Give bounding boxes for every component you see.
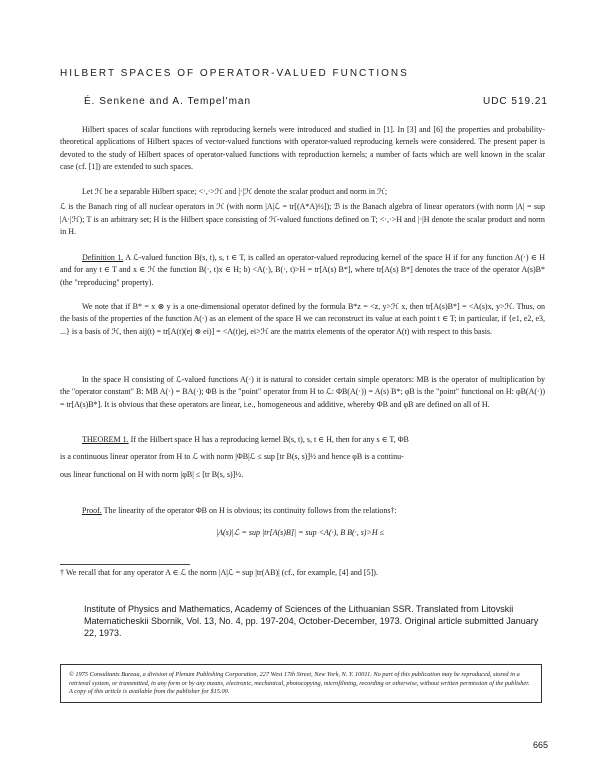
footnote: † We recall that for any operator A ∈ ℒ the norm |A|ℒ = sup |tr(AB)| (cf., for example, [4] and [5]). [60, 568, 378, 577]
note-paragraph: We note that if B* = x ⊗ y is a one-dimensional operator defined by the formula B*z = <z, y>ℋ x, then tr[A(s)B*] = <A(s)x, y>ℋ. Thus, on the basis of the properties of the function A(·) as an element of the space H we can reconstruct its value at each point t ∈ T; in particular, if {e1, e2, e3, ...} is a basis of ℋ, then aij(t) = tr[A(t)(ej ⊗ ei)] = <A(t)ej, ei>ℋ are the matrix elements of the operator A(t) with respect to this basis. [60, 302, 545, 336]
page-number: 665 [532, 740, 548, 750]
theorem-label: THEOREM 1. [82, 435, 129, 444]
affiliation-note: Institute of Physics and Mathematics, Academy of Sciences of the Lithuanian SSR. Translated from Litovskii Matematicheskii Sbornik, Vol. 13, No. 4, pp. 197-204, October-December, 1973. Original article submitted January 22, 1973. [84, 604, 539, 638]
theorem-line-3: ous linear functional on H with norm |φB| ≤ [tr B(s, s)]½. [60, 469, 244, 479]
proof-label: Proof. [82, 506, 102, 515]
paper-authors: É. Senkene and A. Tempel'man [84, 96, 252, 107]
paper-title: HILBERT SPACES OF OPERATOR-VALUED FUNCTIONS [60, 68, 409, 79]
theorem-line-2: is a continuous linear operator from H to ℒ with norm |ΦB|ℒ ≤ sup [tr B(s, s)]½ and hence φB is a continu- [60, 452, 404, 462]
setup-line-2: ℒ is the Banach ring of all nuclear operators in ℋ (with norm |A|ℒ = tr[(A*A)½]); ℬ is the Banach algebra of linear operators (with norm |A| = sup |A·|ℋ); T is an arbitrary set; H is the Hilbert space consisting of ℋ-valued functions defined on T; <·,·>H and |·|H denote the scalar product and norm in H. [60, 202, 545, 237]
definition-paragraph [60, 252, 545, 289]
udc-code: UDC 519.21 [482, 96, 548, 107]
theorem-line-1 [60, 434, 545, 446]
note-section [60, 301, 545, 338]
operators-paragraph: In the space H consisting of ℒ-valued functions A(·) it is natural to consider certain simple operators: MB is the operator of multiplication by the "operator constant" B: MB A(·) = BA(·); ΦB is the "point" operator from H to ℒ: ΦB(A(·)) = A(s) B*; φB is the "point" functional on H: φB(A(·)) = tr[A(s)B*]. It is obvious that these operators are linear, i.e., homogeneous and additive, whereby ΦB and φB are defined on all of H. [60, 375, 545, 409]
definition-text: A ℒ-valued function B(s, t), s, t ∈ T, is called an operator-valued reproducing kernel of the space H if for any function A(·) ∈ H and for any t ∈ T and x ∈ ℋ the function B(·, t)x ∈ H; b) <A(·), B(·, t)>H = tr[A(s) B*], where tr[A(s) B*] denotes the trace of the operator A(s)B* (the "reproducing" property). [60, 253, 546, 287]
intro-section [60, 124, 545, 174]
proof-section [60, 505, 545, 517]
setup-line-1: Let ℋ be a separable Hilbert space; <·,·>ℋ and |·|ℋ denote the scalar product and norm in ℋ; [82, 187, 388, 196]
footnote-rule [60, 564, 190, 565]
definition-section [60, 252, 545, 289]
definition-label: Definition 1. [82, 253, 124, 262]
theorem-text: If the Hilbert space H has a reproducing kernel B(s, t), s, t ∈ H, then for any s ∈ T, ΦB [128, 435, 409, 444]
operators-section [60, 374, 545, 411]
proof-paragraph [60, 505, 545, 517]
intro-paragraph: Hilbert spaces of scalar functions with reproducing kernels were introduced and studied in [1]. In [3] and [6] the properties and probability-theoretical applications of Hilbert spaces of vector-valued functions with operator-valued reproducing kernels were considered. The present paper is devoted to the study of Hilbert spaces of operator-valued functions with reproduction kernels; a number of facts which are well known in the scalar case (cf. [1]) are extended to such spaces. [60, 125, 545, 172]
display-formula: |A(s)|ℒ = sup |tr[A(s)B]| = sup <A(·), B B(·, s)>H ≤ [215, 528, 385, 537]
theorem-section [60, 434, 545, 481]
proof-text: The linearity of the operator ΦB on H is obvious; its continuity follows from the relations†: [101, 506, 397, 515]
setup-section [60, 186, 545, 239]
copyright-box: © 1975 Consultants Bureau, a division of Plenum Publishing Corporation, 227 West 17th Street, New York, N. Y. 10011. No part of this publication may be reproduced, stored in a retrieval system, or transmitted, in any form or by any means, electronic, mechanical, photocopying, microfilming, recording or otherwise, without written permission of the publisher. A copy of this article is available from the publisher for $15.00. [60, 664, 542, 703]
